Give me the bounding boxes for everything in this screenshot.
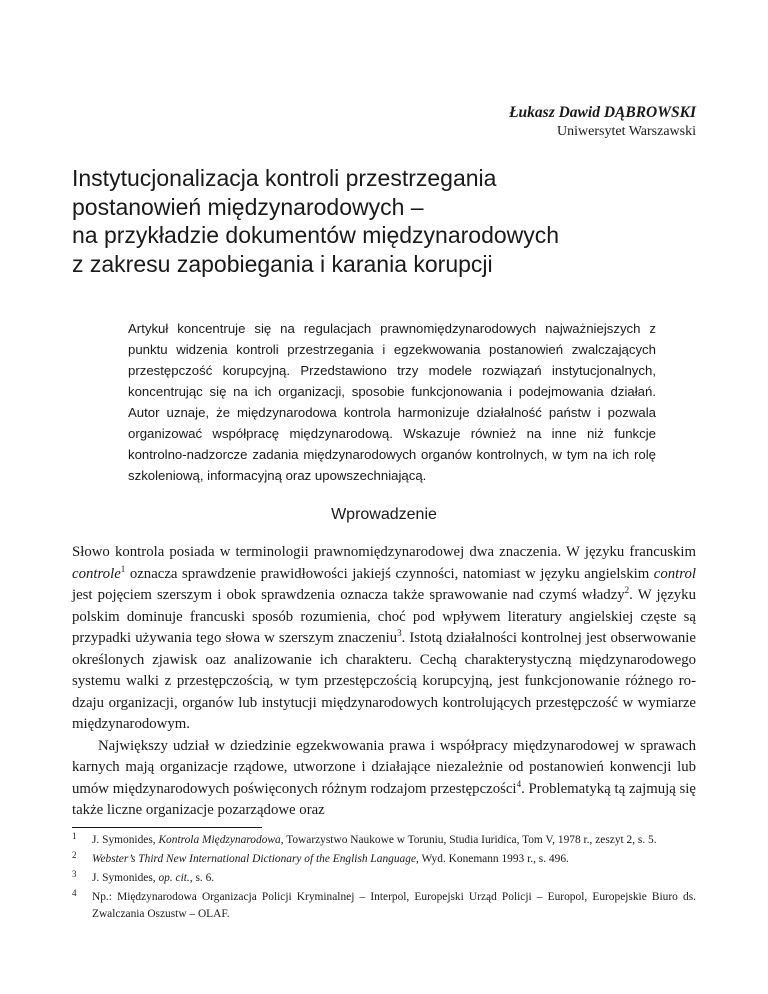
text-run: Największy udział w dziedzinie egzekwowania prawa i współpracy międzynarodowej w sprawach karnych mają organizacje rządowe, utworzone i działające niezależnie od postanowień konwencji lub umów międzynarodowych poświęconych różnym rodzajom przestępczości: [72, 737, 696, 797]
author-name: Łukasz Dawid DĄBROWSKI: [509, 104, 696, 121]
section-heading: Wprowadzenie: [331, 506, 437, 523]
footnote: [72, 851, 696, 868]
paragraph: [72, 542, 696, 736]
footnotes: [72, 832, 696, 923]
text-run: . Problematyką tą zajmują się także liczne organizacje pozarządowe oraz: [72, 780, 696, 818]
footnote-text: J. Symonides,: [92, 834, 159, 846]
footnote-ref[interactable]: 2: [624, 585, 630, 596]
footnote-text: , Towarzystwo Naukowe w Toruniu, Studia Iuridica, Tom V, 1978 r., zeszyt 2, s. 5.: [280, 834, 657, 846]
title-line: z zakresu zapobiegania i karania korupcji: [72, 250, 493, 277]
footnote-italic: Kontrola Międzynarodowa: [158, 834, 281, 846]
abstract: Artykuł koncentruje się na regulacjach prawnomiędzynarodowych najważniejszych z punktu widzenia kontroli przestrzegania i egzekwowania postanowień zwalczających przestępczość korupcyjną. Przedstawiono trzy modele rozwiązań instytucjonalnych, koncentrując się na ich organizacji, sposobie funkcjonowania i podejmowania działań. Autor uznaje, że międzynarodowa kontrola harmonizuje działalność państw i pozwala organizować współpracę międzynarodową. Wskazuje również na inne niż funkcje kontrolno-nadzorcze zadania międzynarodowych organów kontrolnych, w tym na ich rolę szkoleniową, informacyjną oraz upowszechniającą.: [128, 321, 656, 483]
text-run: . W języku polskim dominuje francuski sposób rozumienia, choć pod wpływem literatury angielskiej częste są przypadki używania tego słowa w szerszym znaczeniu: [72, 587, 696, 646]
footnote-ref[interactable]: 3: [397, 628, 402, 639]
footnote-number: 4: [72, 888, 77, 898]
term-french: controle: [72, 565, 121, 582]
paragraph: [72, 736, 696, 822]
body-text: [72, 542, 696, 822]
title-line: postanowień międzynarodowych –: [72, 193, 424, 220]
footnote-ref[interactable]: 1: [120, 563, 126, 574]
footnote: [72, 832, 696, 849]
footnote-number: 2: [72, 850, 77, 860]
footnote-italic: op. cit.: [158, 872, 190, 884]
footnote-text: , Wyd. Konemann 1993 r., s. 496.: [416, 853, 569, 865]
term-english: control: [653, 565, 696, 582]
footnote-number: 3: [72, 869, 77, 879]
text-run: . Istotą działalności kontrolnej jest obserwowanie określonych zjawisk oaz analizowanie ich charakteru. Cechą charakterystyczną międzynarodowego systemu walki z przestępczością, w tym przestępczością korupcyjną, jest funkcjonowanie różnego rodzaju organizacji, organów lub instytucji międzynarodowych kontrolujących przestępczość w wymiarze międzynarodowym.: [72, 630, 696, 732]
text-run: jest pojęciem szerszym i obok sprawdzenia oznacza także sprawowanie nad czymś władzy: [72, 587, 625, 603]
text-run: Słowo kontrola posiada w terminologii prawnomiędzynarodowej dwa znaczenia. W języku francuskim: [72, 544, 696, 560]
footnote-italic: Webster’s Third New International Dictionary of the English Language: [92, 853, 416, 865]
footnote: [72, 889, 696, 923]
footnote: [72, 870, 696, 887]
footnote-text: Np.: Międzynarodowa Organizacja Policji Kryminalnej – Interpol, Europejski Urząd Policji – Europol, Europejskie Biuro ds. Zwalczania Oszustw – OLAF.: [92, 891, 696, 920]
title-line: Instytucjonalizacja kontroli przestrzegania: [72, 165, 497, 191]
footnote-text: J. Symonides,: [92, 872, 159, 884]
article-title: [72, 164, 712, 278]
footnote-ref[interactable]: 4: [516, 778, 522, 789]
author-affiliation: Uniwersytet Warszawski: [557, 124, 696, 139]
footnote-text: , s. 6.: [189, 872, 215, 884]
title-line: na przykładzie dokumentów międzynarodowych: [72, 222, 560, 248]
footnote-divider: [72, 827, 262, 828]
footnote-number: 1: [72, 831, 77, 841]
text-run: oznacza sprawdzenie prawidłowości jakiejś czynności, natomiast w języku angielskim: [125, 565, 654, 582]
